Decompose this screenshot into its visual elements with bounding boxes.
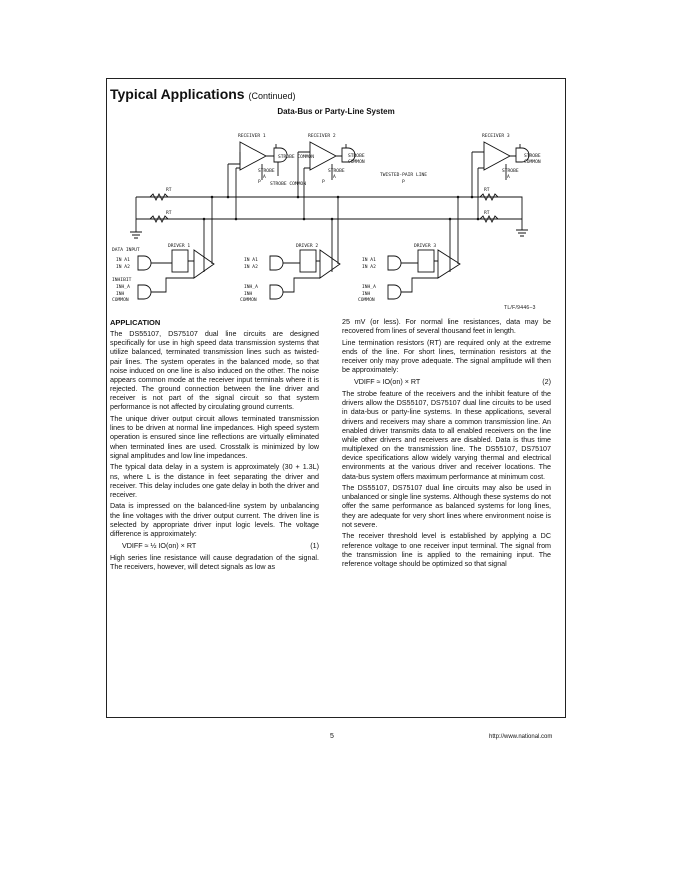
page-number: 5 [330,733,334,740]
section-title-continued: (Continued) [248,91,296,101]
schematic-element-35 [235,218,238,221]
driver-3-box [418,250,434,272]
schematic-element-42 [471,196,474,199]
driver-1-box [172,250,188,272]
figure-id: TL/F/9446–3 [504,305,536,311]
rt-label-right-upper: RT [484,188,490,193]
inh-label-1: INH [116,292,125,297]
schematic-element-36 [297,196,300,199]
right-paragraph-1: 25 mV (or less). For normal line resistances, data may be recovered from lines of several thousand feet in length. [342,318,551,336]
a-label-3: A [507,175,510,180]
inhibit-label: INHIBIT [112,278,132,283]
equation-1 [110,542,319,551]
driver-2-and-gate-inhibit [270,285,283,299]
a-label-2: A [333,175,336,180]
equation-1-number: (1) [310,541,319,550]
common-label-1: COMMON [112,298,129,303]
equation-2-formula: VDIFF ≈ IO(on) × RT [354,377,421,386]
right-column [342,318,551,572]
schematic-element-38 [331,218,334,221]
equation-1-formula: VDIFF ≈ ½ IO(on) × RT [122,541,197,550]
schematic-element-34 [227,196,230,199]
rt-label-left-upper: RT [166,188,172,193]
left-paragraph-5: High series line resistance will cause degradation of the signal. The receivers, however, will detect signals as low as [110,553,319,571]
inh-label-3: INH [362,292,371,297]
driver-1-and-gate-inhibit [138,285,151,299]
p-label-3: P [402,180,405,185]
left-column [110,318,319,575]
right-paragraph-3: The strobe feature of the receivers and the inhibit feature of the drivers allow the DS55107, DS75107 dual line circuits to be used in data-bus or party-line systems. In these applications, several drivers and receivers may share a common transmission line. An enabled driver transmits data to all enabled receivers on the line while other drivers and receivers are disabled. Data is thus time multiplexed on the transmission line. The DS55107, DS75107 device specifications allow widely varying thermal and electrical environments at the various driver and receiver locations. The data-bus system offers maximum performance at minimum cost. [342,390,551,481]
equation-2 [342,378,551,387]
in-a2-label-2: IN A2 [244,265,258,270]
strobe-a-label-3: STROBE [502,169,519,174]
receiver-3-label: RECEIVER 3 [482,134,510,139]
inh-a-label-1: INH_A [116,285,130,290]
driver-3-amplifier [438,250,460,278]
schematic-element-41 [457,196,460,199]
schematic-element-32 [203,218,206,221]
schematic-element-37 [303,218,306,221]
common-label-driver-2: COMMON [240,298,257,303]
right-ground [510,197,528,236]
receiver-2-label: RECEIVER 2 [308,134,336,139]
inh-a-label-3: INH_A [362,285,376,290]
driver-3-and-gate-inhibit [388,285,401,299]
left-paragraph-4: Data is impressed on the balanced-line system by unbalancing the line voltages with the driver output current. The driven line is selected by appropriate driver input logic levels. The voltage difference is approximately: [110,502,319,538]
section-title-text: Typical Applications [110,86,245,102]
inh-label-2: INH [244,292,253,297]
right-paragraph-5: The receiver threshold level is established by applying a DC reference voltage to one receiver input terminal. The signal from the transmission line is applied to the remaining input. The reference voltage should be optimized so that signal [342,532,551,568]
left-paragraph-2: The unique driver output circuit allows terminated transmission lines to be driven at normal line impedances. High speed system operation is ensured since line reflections are virtually eliminated when terminated lines are used. Crosstalk is minimized by low signal amplitudes and low line impedances. [110,415,319,460]
common-label-2: COMMON [348,160,365,165]
strobe-a-label-2: STROBE [328,169,345,174]
rt-label-right-lower: RT [484,211,490,216]
schematic-element-40 [449,218,452,221]
driver-3-label: DRIVER 3 [414,244,437,249]
in-a1-label-3: IN A1 [362,258,376,263]
in-a1-label-2: IN A1 [244,258,258,263]
strobe-common-label: STROBE COMMON [270,182,306,187]
left-paragraph-1: The DS55107, DS75107 dual line circuits are designed specifically for use in high speed data transmission systems that utilize balanced, terminated transmission lines such as twisted-pair lines. The system operates in the balanced mode, so that noise induced on one line is also induced on the other. The noise appears common mode at the receiver input terminals where it is rejected. The ground connection between the line driver and receiver is not part of the signal circuit so that system performance is not affected by circulating ground currents. [110,330,319,412]
left-paragraph-3: The typical data delay in a system is approximately (30 + 1.3L) ns, where L is the distance in feet separating the driver and receiver. This delay includes one gate delay in both the driver and receiver. [110,463,319,499]
receiver-1-label: RECEIVER 1 [238,134,266,139]
receiver-3-wiring [472,144,520,219]
schematic-element-33 [211,196,214,199]
twisted-pair-line-label: TWISTED-PAIR LINE [380,173,428,178]
driver-2-label: DRIVER 2 [296,244,319,249]
p-label-1: P [258,180,261,185]
in-a2-label-1: IN A2 [116,265,130,270]
diagram-title: Data-Bus or Party-Line System [277,107,395,116]
right-paragraph-2: Line termination resistors (RT) are required only at the extreme ends of the line. For short lines, termination resistors at the receiver only may prove adequate. The signal amplitude will then be approximately: [342,338,551,375]
strobe-label-1: STROBE COMMON [278,155,314,160]
a-label-1: A [263,175,266,180]
footer-url[interactable]: http://www.national.com [489,734,553,740]
driver-3-and-gate-data [388,256,401,270]
equation-2-number: (2) [542,377,551,386]
strobe-a-label-1: STROBE [258,169,275,174]
section-title [110,86,296,102]
schematic-element-43 [477,218,480,221]
common-label-3: COMMON [524,160,541,165]
inh-a-label-2: INH_A [244,285,258,290]
strobe-label-2: STROBE [348,154,365,159]
driver-1-and-gate-data [138,256,151,270]
rt-label-left-lower: RT [166,211,172,216]
in-a2-label-3: IN A2 [362,265,376,270]
application-heading: APPLICATION [110,318,161,327]
right-paragraph-4: The DS55107, DS75107 dual line circuits may also be used in unbalanced or single line systems. Although these systems do not offer the same performance as balanced systems for long lines, they are adequate for very short lines where environment noise is not severe. [342,484,551,529]
driver-1-label: DRIVER 1 [168,244,191,249]
schematic-diagram [110,120,562,305]
p-label-2: P [322,180,325,185]
in-a1-label-1: IN A1 [116,258,130,263]
strobe-label-3: STROBE [524,154,541,159]
left-ground [130,197,150,238]
data-input-label: DATA INPUT [112,248,140,253]
driver-2-box [300,250,316,272]
common-label-driver-3: COMMON [358,298,375,303]
driver-2-amplifier [320,250,340,278]
schematic-element-39 [337,196,340,199]
driver-2-and-gate-data [270,256,283,270]
